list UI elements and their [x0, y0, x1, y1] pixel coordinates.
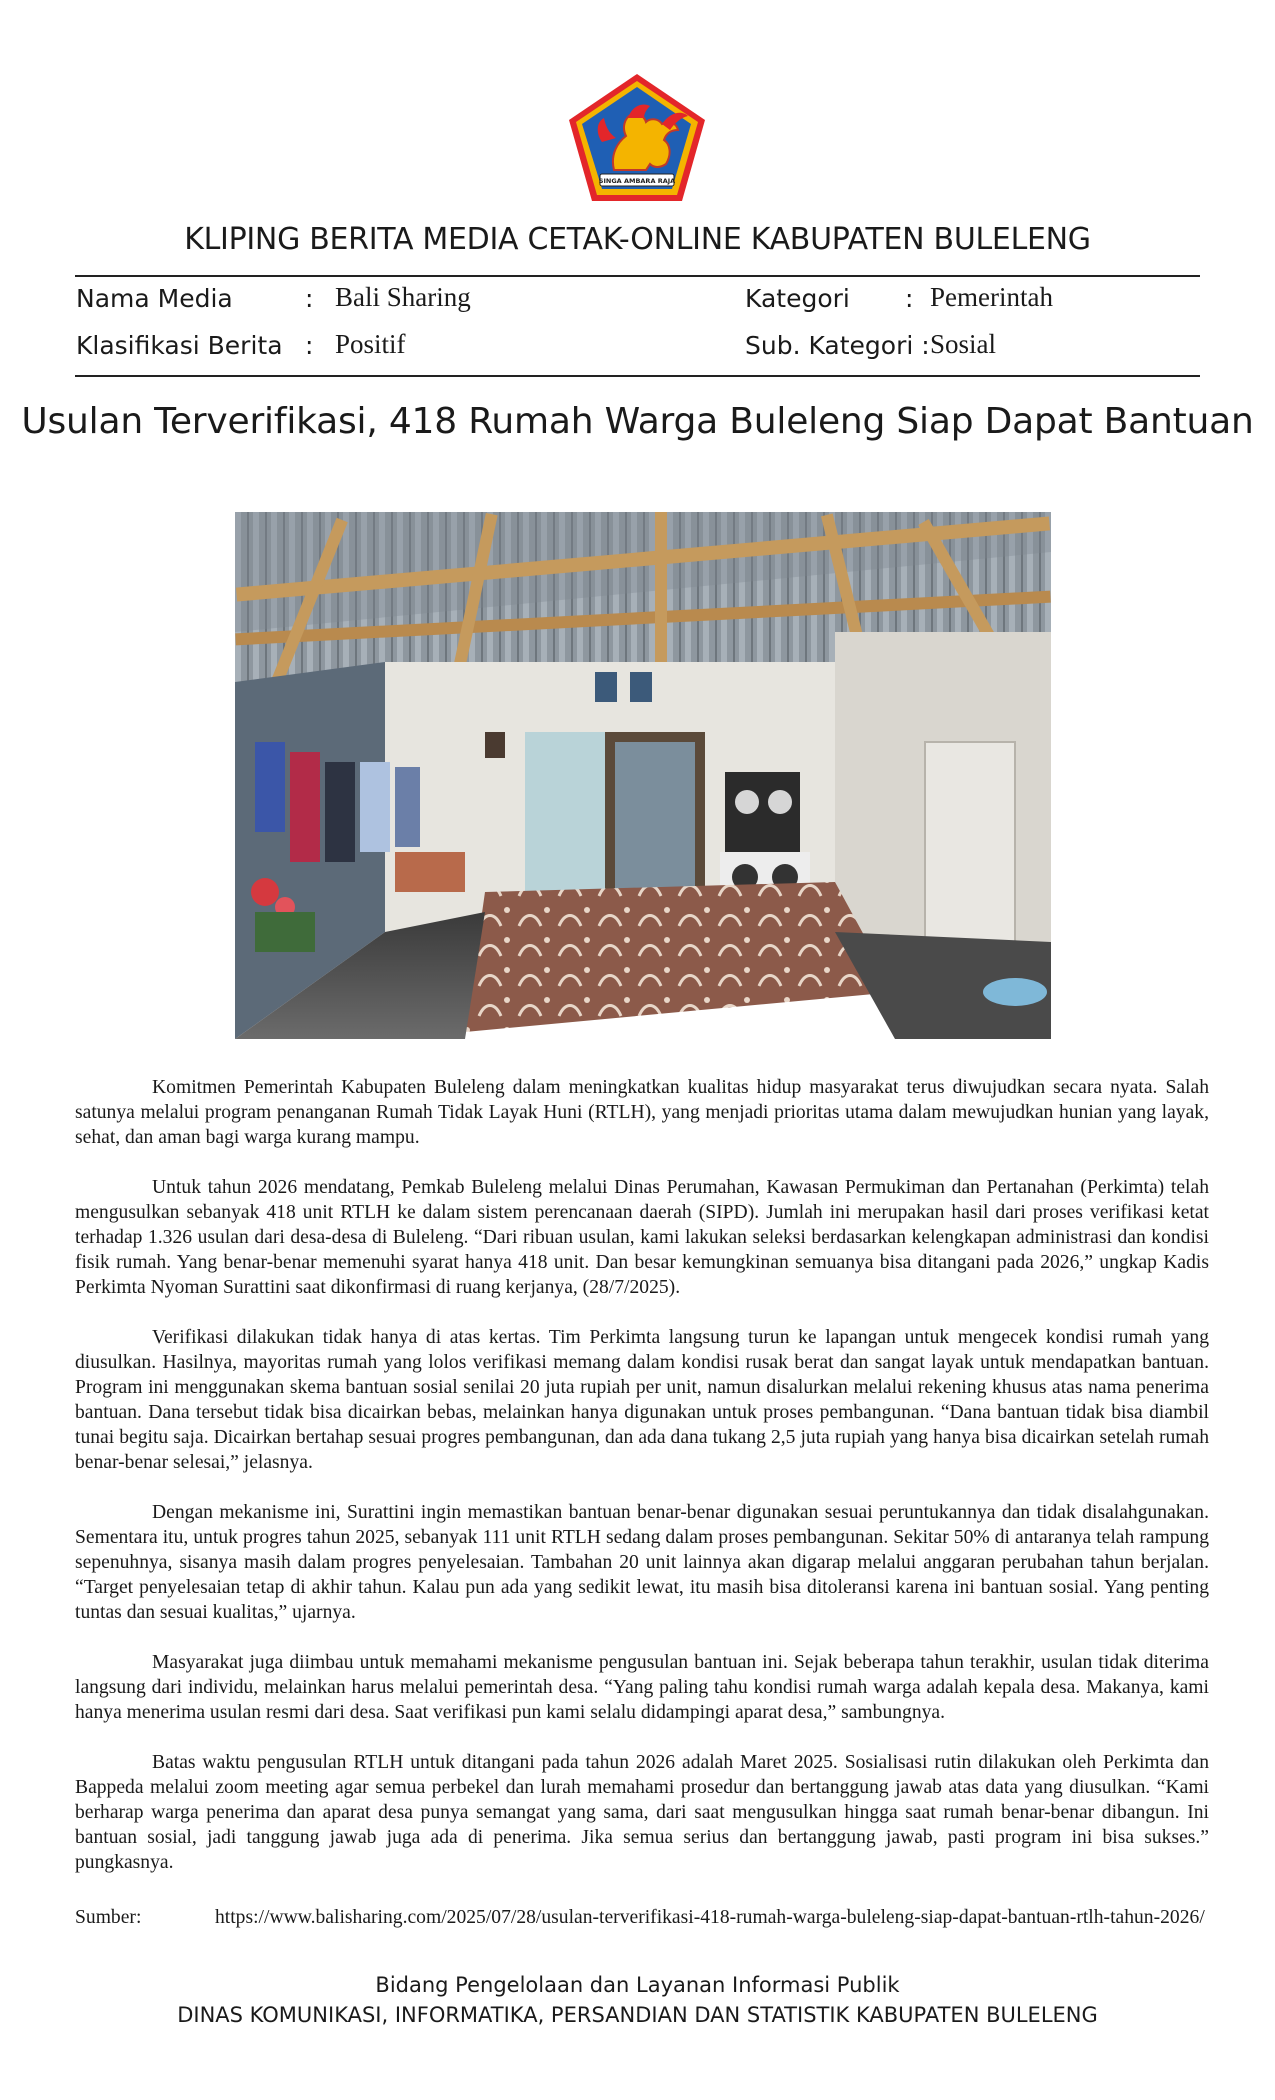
sub-category-label: Sub. Kategori :	[745, 331, 930, 360]
article-paragraph-1: Komitmen Pemerintah Kabupaten Buleleng dalam meningkatkan kualitas hidup masyarakat terus diwujudkan secara nyata. Salah satunya melalui program penanganan Rumah Tidak Layak Huni (RTLH), yang menjadi prioritas utama dalam mewujudkan hunian yang layak, sehat, dan aman bagi warga kurang mampu.	[75, 1077, 1209, 1148]
footer-division-name: Bidang Pengelolaan dan Layanan Informasi Publik	[375, 1973, 900, 1997]
sub-category-value: Sosial	[930, 329, 997, 359]
article-paragraph-3: Verifikasi dilakukan tidak hanya di atas kertas. Tim Perkimta langsung turun ke lapangan untuk mengecek kondisi rumah yang diusulkan. Hasilnya, mayoritas rumah yang lolos verifikasi memang dalam kondisi rusak berat dan sangat layak untuk mendapatkan bantuan. Program ini menggunakan skema bantuan sosial senilai 20 juta rupiah per unit, namun disalurkan melalui rekening khusus atas nama penerima bantuan. Dana tersebut tidak bisa dicairkan bebas, melainkan hanya digunakan untuk proses pembangunan. “Dana bantuan tidak bisa diambil tunai begitu saja. Dicairkan bertahap sesuai progres pembangunan, dan ada dana tukang 2,5 juta rupiah yang hanya bisa dicairkan setelah rumah benar-benar selesai,” jelasnya.	[75, 1327, 1209, 1473]
source-label: Sumber:	[75, 1907, 142, 1928]
house-photo	[235, 512, 1051, 1039]
logo-motto: SINGA AMBARA RAJA	[598, 177, 676, 185]
article-body	[75, 1075, 1209, 1900]
category-value: Pemerintah	[930, 282, 1053, 312]
news-classification-value: Positif	[335, 329, 406, 359]
header-divider-bottom	[75, 375, 1200, 377]
article-paragraph-2: Untuk tahun 2026 mendatang, Pemkab Buleleng melalui Dinas Perumahan, Kawasan Permukiman dan Pertanahan (Perkimta) telah mengusulkan sebanyak 418 unit RTLH ke dalam sistem perencanaan daerah (SIPD). Jumlah ini merupakan hasil dari proses verifikasi ketat terhadap 1.326 usulan dari desa-desa di Buleleng. “Dari ribuan usulan, kami lakukan seleksi berdasarkan kelengkapan administrasi dan kondisi fisik rumah. Yang benar-benar memenuhi syarat hanya 418 unit. Dan besar kemungkinan semuanya bisa ditangani pada 2026,” ungkap Kadis Perkimta Nyoman Surattini saat dikonfirmasi di ruang kerjanya, (28/7/2025).	[75, 1177, 1209, 1298]
media-name-colon: :	[305, 284, 314, 313]
article-paragraph-5: Masyarakat juga diimbau untuk memahami mekanisme pengusulan bantuan ini. Sejak beberapa tahun terakhir, usulan tidak diterima langsung dari individu, melainkan harus melalui pemerintah desa. “Yang paling tahu kondisi rumah warga adalah kepala desa. Makanya, kami hanya menerima usulan resmi dari desa. Saat verifikasi pun kami selalu didampingi aparat desa,” sambungnya.	[75, 1652, 1209, 1723]
media-name-value: Bali Sharing	[335, 282, 471, 312]
article-paragraph-4: Dengan mekanisme ini, Surattini ingin memastikan bantuan benar-benar digunakan sesuai peruntukannya dan tidak disalahgunakan. Sementara itu, untuk progres tahun 2025, sebanyak 111 unit RTLH sedang dalam proses pembangunan. Sekitar 50% di antaranya telah rampung sepenuhnya, sisanya masih dalam progres penyelesaian. Tambahan 20 unit lainnya akan digarap melalui anggaran perubahan tahun berjalan. “Target penyelesaian tetap di akhir tahun. Kalau pun ada yang sedikit lewat, itu masih bisa ditoleransi karena ini bantuan sosial. Yang penting tuntas dan sesuai kualitas,” ujarnya.	[75, 1502, 1209, 1623]
media-name-label: Nama Media	[76, 284, 233, 313]
source-line	[75, 1905, 1209, 1930]
news-classification-label: Klasifikasi Berita	[76, 331, 283, 360]
buleleng-regency-emblem-icon	[566, 72, 708, 204]
article-paragraph-6: Batas waktu pengusulan RTLH untuk ditangani pada tahun 2026 adalah Maret 2025. Sosialisasi rutin dilakukan oleh Perkimta dan Bappeda melalui zoom meeting agar semua perbekel dan lurah memahami prosedur dan bertanggung jawab atas data yang diusulkan. “Kami berharap warga penerima dan aparat desa punya semangat yang sama, dari saat mengusulkan hingga saat rumah benar-benar dibangun. Ini bantuan sosial, jadi tanggung jawab juga ada di penerima. Jika semua serius dan bertanggung jawab, pasti program ini bisa sukses.” pungkasnya.	[75, 1752, 1209, 1873]
category-colon: :	[905, 284, 914, 313]
article-headline: Usulan Terverifikasi, 418 Rumah Warga Buleleng Siap Dapat Bantuan	[21, 401, 1254, 442]
clipping-title: KLIPING BERITA MEDIA CETAK-ONLINE KABUPATEN BULELENG	[184, 222, 1091, 257]
category-label: Kategori	[745, 284, 850, 313]
source-url-link[interactable]: https://www.balisharing.com/2025/07/28/usulan-terverifikasi-418-rumah-warga-buleleng-siap-dapat-bantuan-rtlh-tahun-2026/	[215, 1907, 1205, 1928]
news-classification-colon: :	[305, 331, 314, 360]
footer-agency-name: DINAS KOMUNIKASI, INFORMATIKA, PERSANDIAN DAN STATISTIK KABUPATEN BULELENG	[177, 2003, 1098, 2027]
header-divider-top	[75, 275, 1200, 277]
